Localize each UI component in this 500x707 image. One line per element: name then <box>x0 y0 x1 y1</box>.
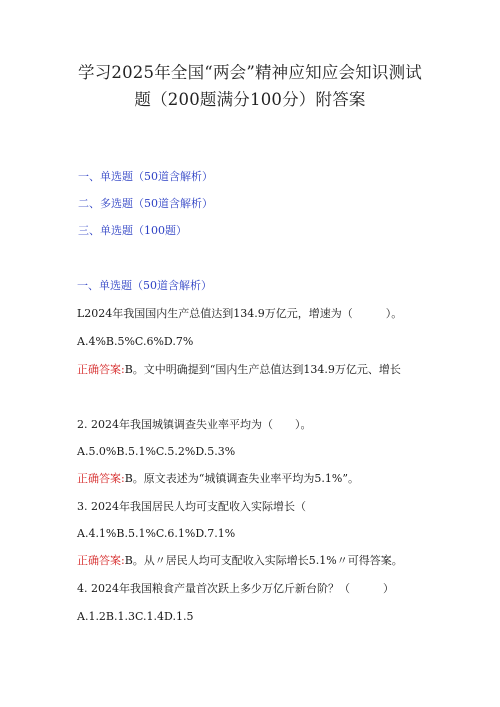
toc-item-single-choice-100[interactable]: 三、单选题（100题） <box>78 224 187 237</box>
question-4-options: A.1.2B.1.3C.1.4D.1.5 <box>77 610 194 623</box>
question-3-options: A.4.1%B.5.1%C.6.1%D.7.1% <box>77 527 236 540</box>
question-2-answer <box>77 471 359 487</box>
answer-text: B。从〃居民人均可支配收入实际增长5.1%〃可得答案。 <box>124 554 403 567</box>
answer-label: 正确答案: <box>77 472 125 485</box>
question-2-options: A.5.0%B.5.1%C.5.2%D.5.3% <box>77 445 236 458</box>
question-1-options: A.4%B.5%C.6%D.7% <box>77 335 194 348</box>
question-3-text: 3. 2024年我国居民人均可支配收入实际增长（ <box>77 500 306 513</box>
toc-item-single-choice[interactable]: 一、单选题（50道含解析） <box>78 170 213 183</box>
answer-text: B。文中明确提到“国内生产总值达到134.9万亿元、增长 <box>124 363 401 376</box>
answer-label: 正确答案: <box>77 363 125 376</box>
section-heading: 一、单选题（50道含解析） <box>77 279 212 292</box>
question-2-text: 2. 2024年我国城镇调查失业率平均为（ ）。 <box>77 418 312 431</box>
answer-text: B。原文表述为“城镇调查失业率平均为5.1%”。 <box>124 472 359 485</box>
toc-item-multiple-choice[interactable]: 二、多选题（50道含解析） <box>78 197 213 210</box>
answer-label: 正确答案: <box>77 554 125 567</box>
question-4-text: 4. 2024年我国粮食产量首次跃上多少万亿斤新台阶？（ ） <box>77 582 394 595</box>
question-3-answer <box>77 553 403 569</box>
document-title-line1: 学习2025年全国“两会”精神应知应会知识测试 <box>78 63 422 82</box>
question-1-answer <box>77 362 401 378</box>
document-title-line2: 题（200题满分100分）附答案 <box>134 90 366 109</box>
question-1-text: L2024年我国国内生产总值达到134.9万亿元，增速为（ ）。 <box>77 307 403 320</box>
